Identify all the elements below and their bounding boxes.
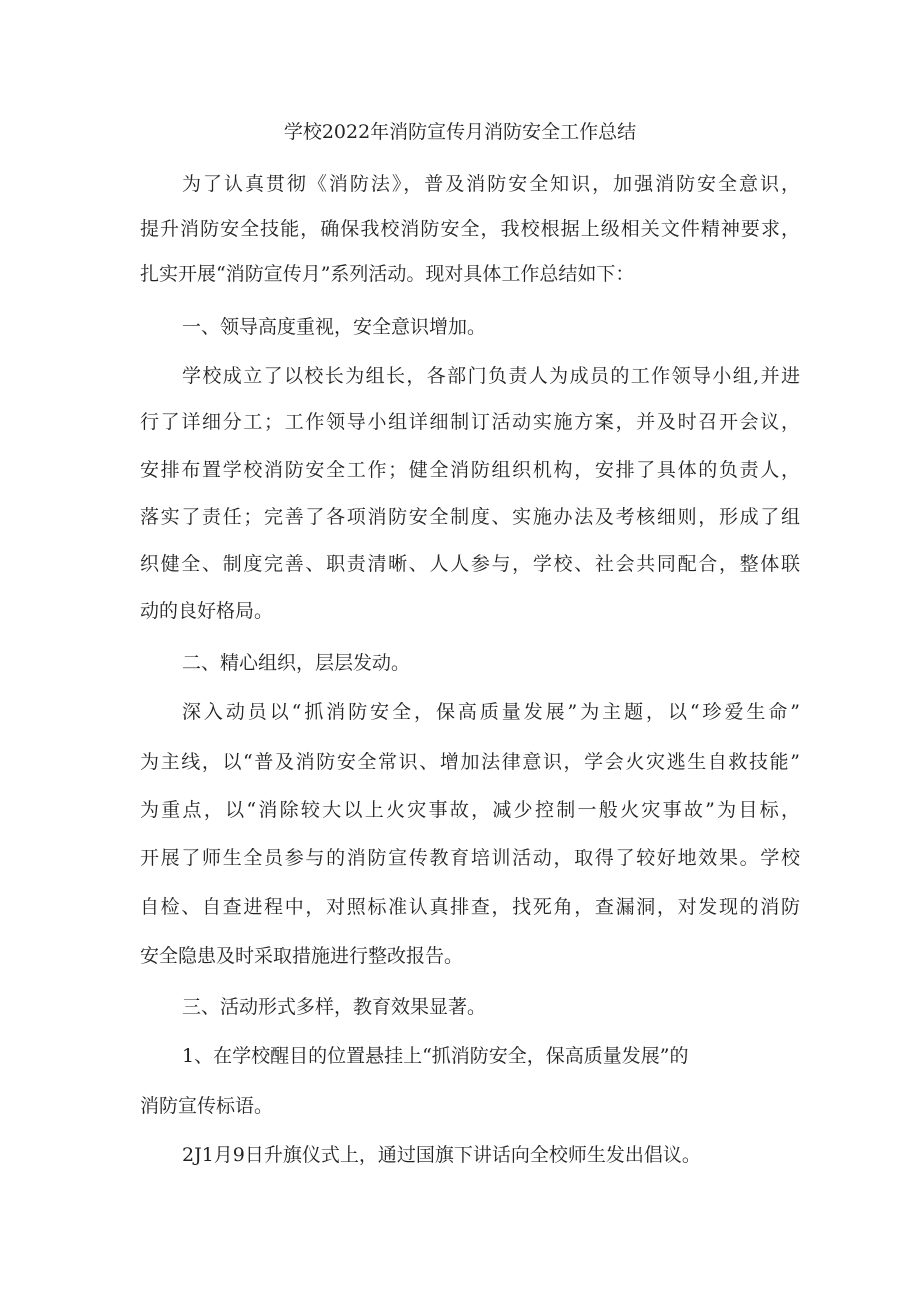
list-item: 1、在学校醒目的位置悬挂上“抓消防安全，保高质量发展”的: [182, 1045, 689, 1067]
text-line: 提升消防安全技能，确保我校消防安全，我校根据上级相关文件精神要求，: [140, 218, 800, 240]
text-line: 动的良好格局。: [140, 600, 274, 622]
text-line: 深入动员以“抓消防安全，保高质量发展”为主题，以“珍爱生命”: [182, 701, 800, 723]
text-line: 行了详细分工；工作领导小组详细制订活动实施方案，并及时召开会议，: [140, 411, 800, 433]
text-line: 织健全、制度完善、职责清晰、人人参与，学校、社会共同配合，整体联: [140, 553, 800, 575]
section-heading: 三、活动形式多样，教育效果显著。: [182, 996, 487, 1018]
text-line: 为主线，以“普及消防安全常识、增加法律意识，学会火灾逃生自救技能”: [140, 751, 800, 773]
text-line: 消防宣传标语。: [140, 1095, 274, 1117]
text-line: 为了认真贯彻《消防法》，普及消防安全知识，加强消防安全意识，: [182, 173, 800, 195]
text-line: 安全隐患及时采取措施进行整改报告。: [140, 945, 464, 967]
section-heading: 二、精心组织，层层发动。: [182, 652, 411, 674]
text-line: 开展了师生全员参与的消防宣传教育培训活动，取得了较好地效果。学校: [140, 847, 800, 869]
section-heading: 一、领导高度重视，安全意识增加。: [182, 316, 487, 338]
list-item: 2J1月9日升旗仪式上，通过国旗下讲话向全校师生发出倡议。: [182, 1144, 701, 1166]
text-line: 落实了责任；完善了各项消防安全制度、实施办法及考核细则，形成了组: [140, 506, 800, 528]
text-line: 自检、自查进程中，对照标准认真排查，找死角，查漏洞，对发现的消防: [140, 896, 800, 918]
text-line: 为重点，以“消除较大以上火灾事故，减少控制一般火灾事故”为目标，: [140, 799, 800, 821]
text-line: 安排布置学校消防安全工作；健全消防组织机构，安排了具体的负责人，: [140, 459, 800, 481]
text-line: 扎实开展“消防宣传月”系列活动。现对具体工作总结如下：: [140, 263, 635, 285]
document-title: 学校2022年消防宣传月消防安全工作总结: [283, 121, 637, 143]
text-line: 学校成立了以校长为组长，各部门负责人为成员的工作领导小组,并进: [182, 365, 800, 387]
